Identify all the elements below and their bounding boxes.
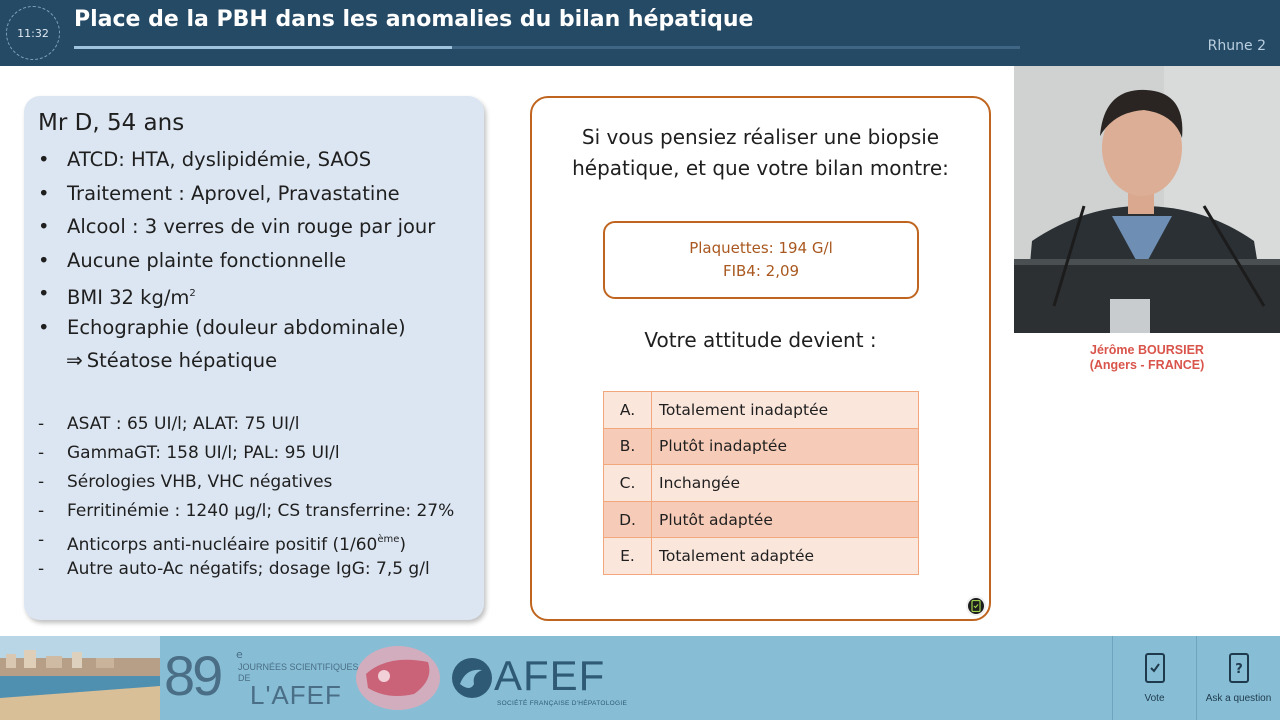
session-progress-bar [74,46,1020,49]
lab-values-box [603,221,919,299]
ask-question-button[interactable] [1196,636,1280,720]
history-item: • Traitement : Aprovel, Pravastatine [38,180,435,214]
liver-illustration-icon [348,640,448,716]
afef-swirl-icon [452,658,492,698]
answer-option-e[interactable]: E. Totalement adaptée [604,538,919,575]
history-item: • BMI 32 $kg/m^2$ [38,280,435,314]
jsafef-logo-afef: L'AFEF [250,680,342,710]
afef-logo-text: AFEF [494,652,606,699]
platelets-value: Plaquettes: 194 G/l [689,239,833,257]
speaker-caption [1014,343,1280,373]
lab-item: - ASAT : 65 UI/l; ALAT: 75 UI/l [38,412,454,441]
lab-item: - Sérologies VHB, VHC négatives [38,470,454,499]
lab-item: - Ferritinémie : 1240 µg/l; CS transferrine: 27% [38,499,454,528]
beach-photo [0,636,160,720]
afef-logo-subtitle: SOCIÉTÉ FRANÇAISE D'HÉPATOLOGIE [497,700,628,707]
svg-text:?: ? [1234,662,1243,677]
case-card [24,96,484,620]
session-progress-fill [74,46,452,49]
vote-button[interactable] [1112,636,1196,720]
answer-option-b[interactable]: B. Plutôt inadaptée [604,428,919,465]
jsafef-logo-superscript: e [236,648,243,661]
ask-question-label: Ask a question [1205,693,1272,704]
phone-question-icon [1229,653,1249,683]
biarritz-beach-image [0,636,160,720]
answer-option-d[interactable]: D. Plutôt adaptée [604,501,919,538]
fib4-value: FIB4: 2,09 [722,262,800,280]
speaker-video [1014,66,1280,333]
slide-title: Place de la PBH dans les anomalies du bilan hépatique [74,7,754,32]
implies-arrow-icon: ⇒ [66,348,83,372]
vote-label: Vote [1144,693,1165,704]
lab-item: - GammaGT: 158 UI/l; PAL: 95 UI/l [38,441,454,470]
history-item: • Echographie (douleur abdominale) [38,314,435,348]
history-item: • ATCD: HTA, dyslipidémie, SAOS [38,146,435,180]
afef-logo-mark [452,658,492,698]
vote-badge-icon[interactable] [966,596,986,616]
session-clock: 11:32 [6,6,60,60]
question-prompt: Votre attitude devient : [644,328,877,352]
header-bar [0,0,1280,66]
answer-option-a[interactable]: A. Totalement inadaptée [604,392,919,429]
case-history-list [38,146,435,347]
speaker-location: (Angers - FRANCE) [1089,358,1205,372]
room-name: Rhune 2 [1207,38,1266,54]
lab-item: - Autre auto-Ac négatifs; dosage IgG: 7,5 g/l [38,557,454,586]
answer-table [603,391,919,575]
jsafef-logo-subtitle: JOURNÉES SCIENTIFIQUES DE [238,662,359,683]
question-card [530,96,991,621]
case-title: Mr D, 54 ans [38,110,185,136]
speaker-name: Jérôme BOURSIER [1090,343,1204,357]
footer-bar [0,636,1280,720]
jsafef-logo-number: 89 [164,644,221,707]
imaging-conclusion: ⇒ Stéatose hépatique [66,348,278,372]
phone-vote-icon [1145,653,1165,683]
question-text: Si vous pensiez réaliser une biopsie hépatique, et que votre bilan montre: [572,125,949,180]
phone-check-icon [971,600,981,612]
lab-item: - Anticorps anti-nucléaire positif (1/60ème) [38,528,454,557]
history-item: • Alcool : 3 verres de vin rouge par jour [38,213,435,247]
history-item: • Aucune plainte fonctionnelle [38,247,435,281]
ana-superscript: ème [377,534,400,545]
lab-results-list [38,412,454,586]
speaker-video-frame [1014,66,1280,333]
bmi-superscript: 2 [189,288,196,299]
answer-option-c[interactable]: C. Inchangée [604,465,919,502]
